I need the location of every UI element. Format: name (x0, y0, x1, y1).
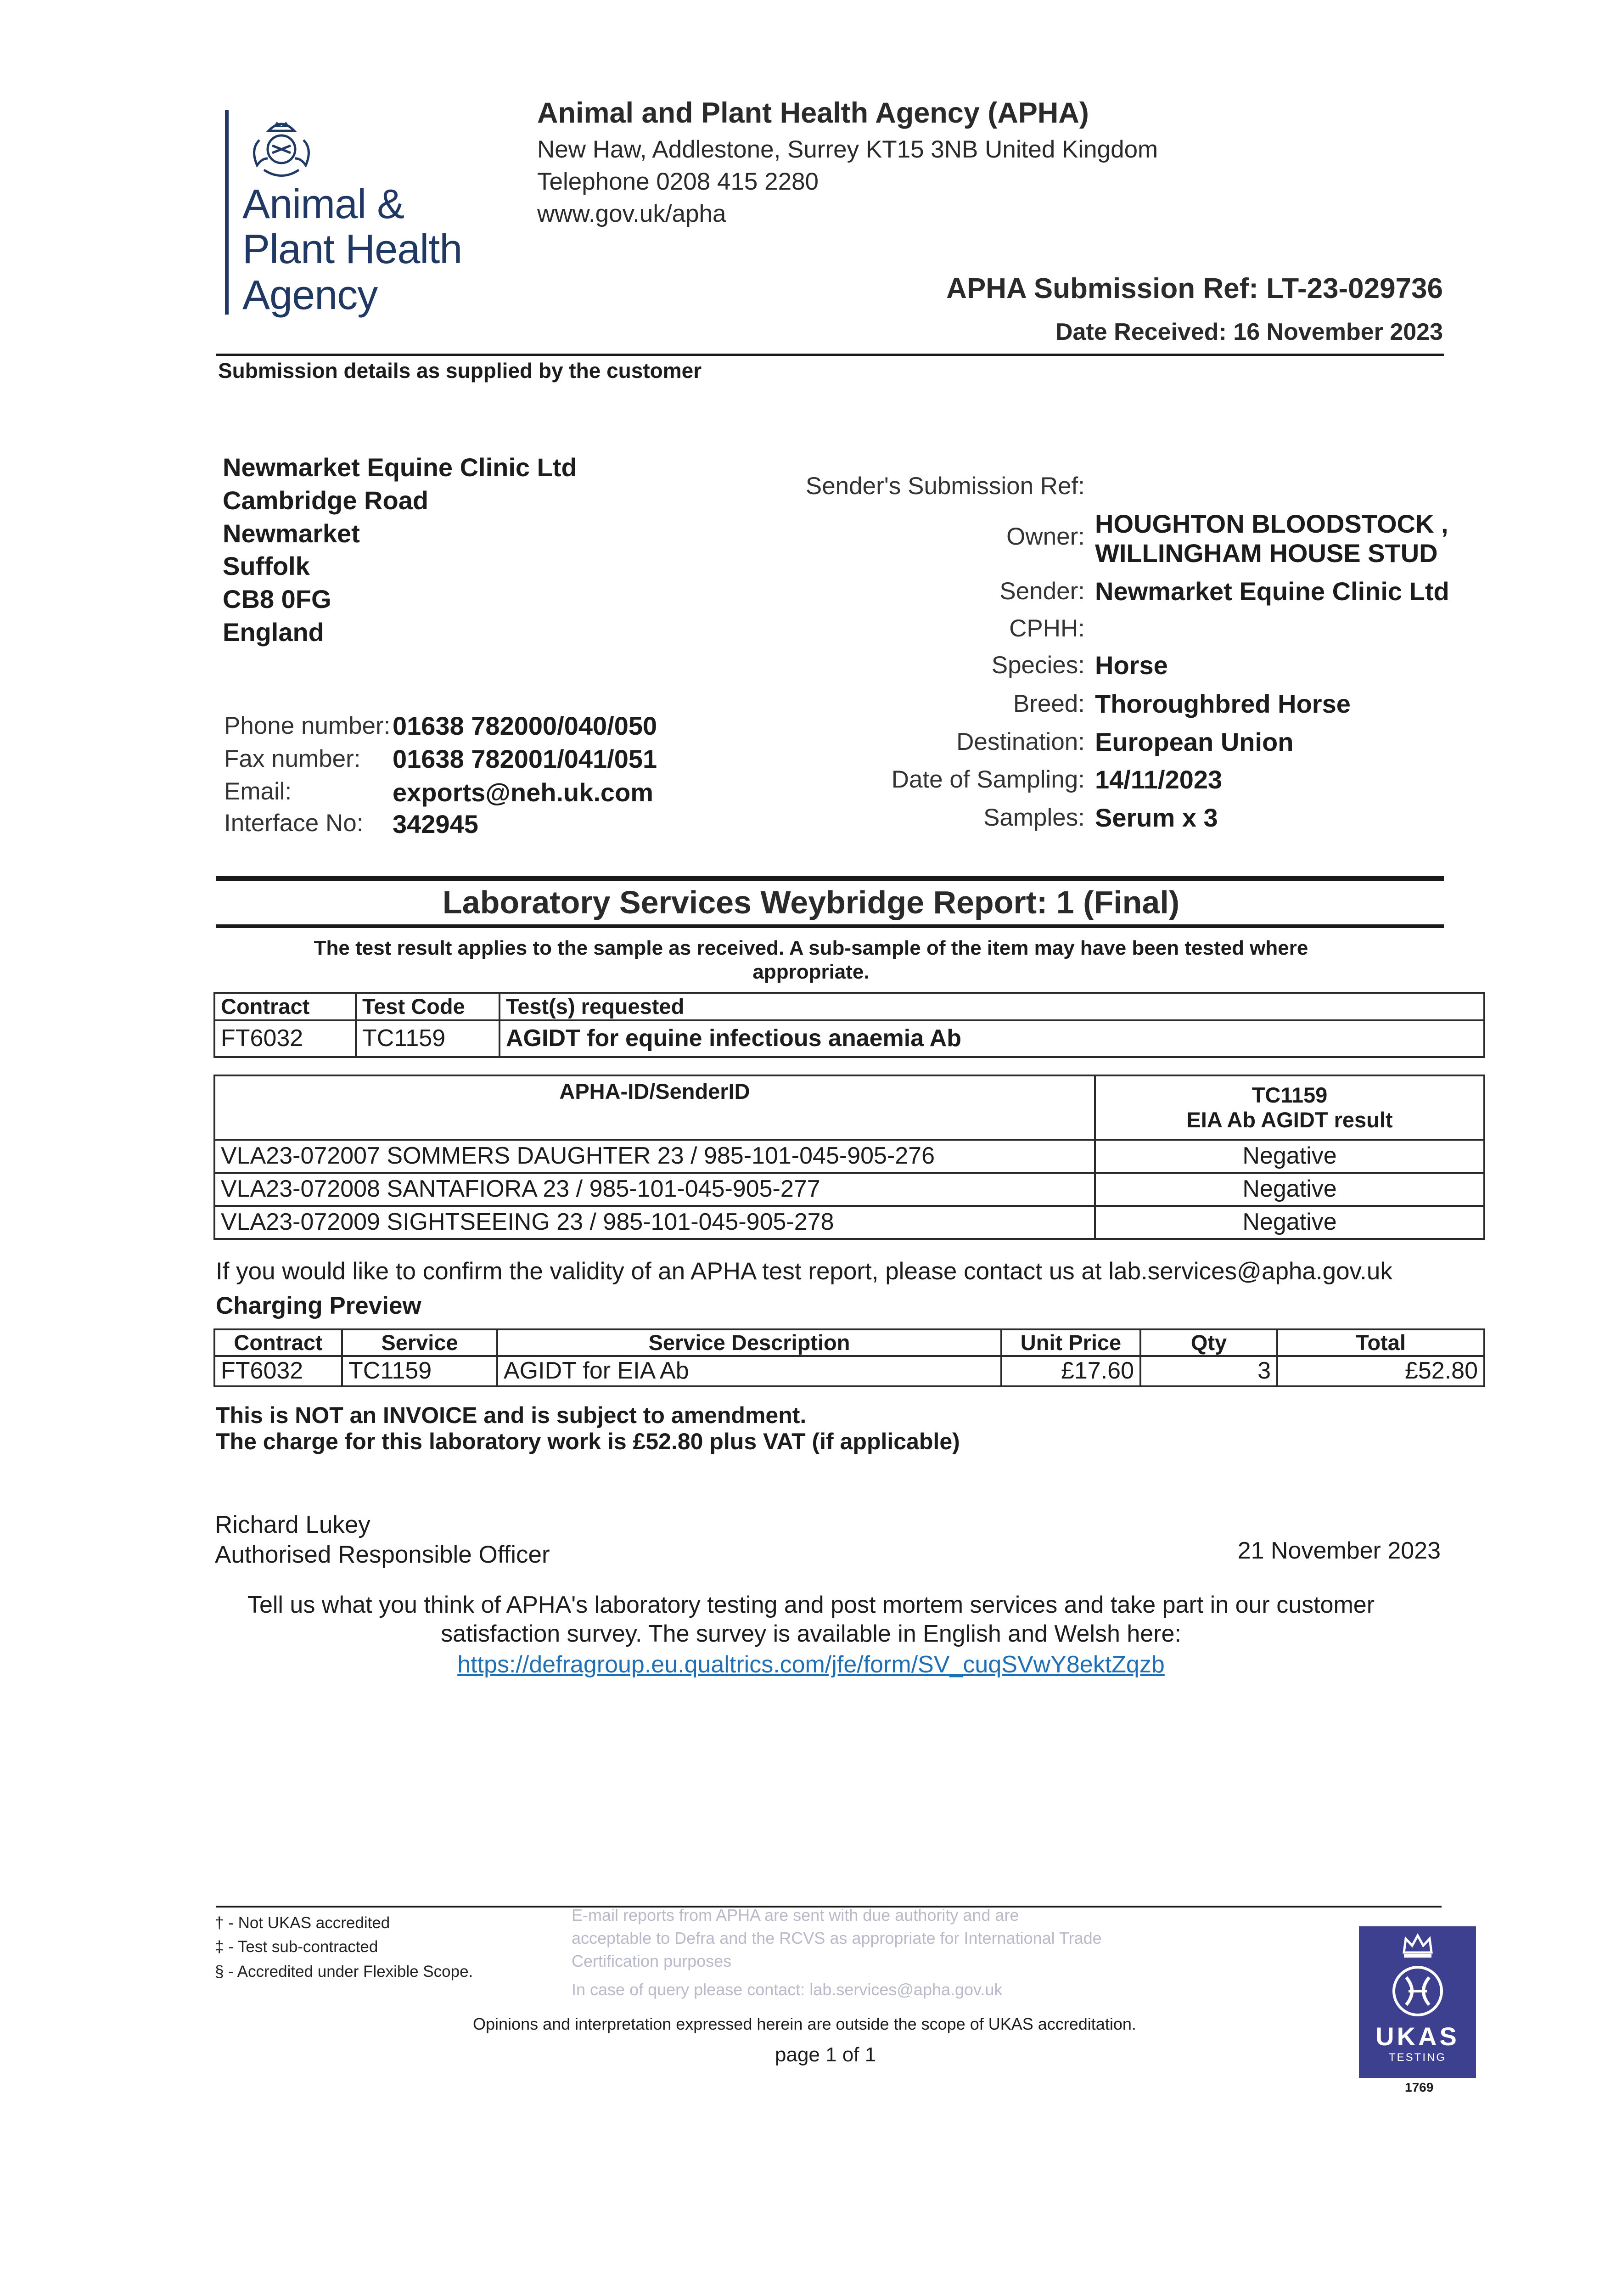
tests-header-contract: Contract (214, 993, 356, 1020)
charging-heading: Charging Preview (216, 1292, 421, 1319)
email-note-line-3: Certification purposes (572, 1952, 732, 1970)
email-value: exports@neh.uk.com (393, 778, 654, 807)
destination-value: European Union (1095, 727, 1294, 756)
date-received: Date Received: 16 November 2023 (1055, 319, 1443, 345)
charging-cell-qty: 3 (1140, 1356, 1277, 1386)
agency-website: www.gov.uk/apha (537, 200, 726, 227)
tests-cell-test-name: AGIDT for equine infectious anaemia Ab (500, 1020, 1484, 1057)
result-value: Negative (1095, 1140, 1484, 1173)
not-invoice-note: This is NOT an INVOICE and is subject to amendment. (216, 1402, 807, 1428)
logo-text-line-2: Plant Health (242, 226, 462, 272)
charging-header-unit-price: Unit Price (1001, 1329, 1140, 1356)
tests-header-test-code: Test Code (356, 993, 500, 1020)
survey-line-1: Tell us what you think of APHA's laboratory testing and post mortem services and take part in our customer (247, 1592, 1375, 1618)
report-title: Laboratory Services Weybridge Report: 1 (Final) (442, 884, 1180, 920)
results-header-test-name: EIA Ab AGIDT result (1186, 1108, 1393, 1132)
tests-requested-table (213, 992, 1485, 1058)
logo-text-line-1: Animal & (242, 181, 404, 227)
results-table (213, 1075, 1485, 1240)
survey-link[interactable]: https://defragroup.eu.qualtrics.com/jfe/form/SV_cuqSVwY8ektZqzb (457, 1651, 1165, 1678)
report-disclaimer-line-1: The test result applies to the sample as received. A sub-sample of the item may have been tested where (314, 937, 1308, 959)
results-header-result (1095, 1075, 1484, 1140)
charging-header-description: Service Description (497, 1329, 1001, 1356)
charging-header-service: Service (342, 1329, 497, 1356)
customer-address-line: Newmarket Equine Clinic Ltd (223, 453, 577, 482)
tests-cell-test-code: TC1159 (356, 1020, 500, 1057)
signatory-title: Authorised Responsible Officer (215, 1541, 550, 1568)
report-disclaimer-line-2: appropriate. (752, 961, 870, 983)
ukas-opinions-note: Opinions and interpretation expressed herein are outside the scope of UKAS accreditation. (473, 2015, 1136, 2033)
agency-telephone: Telephone 0208 415 2280 (537, 168, 819, 195)
header-divider (216, 354, 1444, 356)
logo-text-line-3: Agency (242, 272, 378, 318)
tests-header-tests-requested: Test(s) requested (500, 993, 1484, 1020)
table-row (214, 1173, 1484, 1206)
sender-label: Sender: (999, 578, 1085, 605)
customer-address-line: Cambridge Road (223, 486, 429, 515)
ukas-crown-icon (1399, 1932, 1436, 1959)
fax-value: 01638 782001/041/051 (393, 744, 657, 773)
ukas-tick-mark-icon (1390, 1964, 1445, 2019)
table-row (214, 1206, 1484, 1239)
charging-cell-service: TC1159 (342, 1356, 497, 1386)
breed-label: Breed: (1013, 690, 1085, 717)
logo-bar (225, 110, 229, 315)
ukas-accreditation-badge (1359, 1926, 1476, 2078)
result-sample-id: VLA23-072007 SOMMERS DAUGHTER 23 / 985-101-045-905-276 (214, 1140, 1095, 1173)
samples-value: Serum x 3 (1095, 803, 1218, 832)
ukas-testing-label: TESTING (1388, 2051, 1446, 2064)
email-label: Email: (224, 778, 292, 805)
agency-name: Animal and Plant Health Agency (APHA) (537, 97, 1089, 129)
destination-label: Destination: (956, 728, 1085, 755)
results-header-id: APHA-ID/SenderID (214, 1075, 1095, 1140)
footer-key-flexible-scope: § - Accredited under Flexible Scope. (215, 1963, 473, 1981)
royal-crest-icon (241, 113, 321, 188)
owner-value-line-2: WILLINGHAM HOUSE STUD (1095, 539, 1438, 568)
signatory-name: Richard Lukey (215, 1511, 370, 1538)
agency-address: New Haw, Addlestone, Surrey KT15 3NB United Kingdom (537, 136, 1158, 163)
charging-header-total: Total (1277, 1329, 1484, 1356)
phone-value: 01638 782000/040/050 (393, 711, 657, 740)
report-bottom-rule (216, 924, 1444, 928)
interface-value: 342945 (393, 810, 478, 838)
ukas-name: UKAS (1375, 2022, 1459, 2051)
customer-address-line: England (223, 618, 324, 647)
customer-address-line: CB8 0FG (223, 585, 331, 613)
charging-cell-unit-price: £17.60 (1001, 1356, 1140, 1386)
customer-address-line: Suffolk (223, 551, 310, 580)
charging-header-contract: Contract (214, 1329, 342, 1356)
samples-label: Samples: (983, 804, 1085, 831)
phone-label: Phone number: (224, 712, 391, 739)
sampling-date-value: 14/11/2023 (1095, 765, 1223, 794)
submission-ref: APHA Submission Ref: LT-23-029736 (946, 273, 1443, 304)
charging-header-qty: Qty (1140, 1329, 1277, 1356)
result-sample-id: VLA23-072008 SANTAFIORA 23 / 985-101-045-905-277 (214, 1173, 1095, 1206)
tests-cell-contract: FT6032 (214, 1020, 356, 1057)
interface-label: Interface No: (224, 810, 364, 837)
table-row (214, 1140, 1484, 1173)
sender-value: Newmarket Equine Clinic Ltd (1095, 577, 1449, 606)
query-note: In case of query please contact: lab.services@apha.gov.uk (572, 1980, 1003, 1999)
footer-key-not-accredited: † - Not UKAS accredited (215, 1914, 390, 1932)
charging-table (213, 1328, 1485, 1387)
result-value: Negative (1095, 1173, 1484, 1206)
breed-value: Thoroughbred Horse (1095, 689, 1351, 718)
charging-cell-total: £52.80 (1277, 1356, 1484, 1386)
survey-link-wrap (0, 1651, 1622, 1678)
owner-value-line-1: HOUGHTON BLOODSTOCK , (1095, 509, 1448, 538)
survey-line-2: satisfaction survey. The survey is available in English and Welsh here: (441, 1621, 1181, 1647)
report-date: 21 November 2023 (1237, 1537, 1441, 1564)
charging-cell-description: AGIDT for EIA Ab (497, 1356, 1001, 1386)
senders-ref-label: Sender's Submission Ref: (805, 473, 1085, 500)
results-header-test-code: TC1159 (1252, 1082, 1328, 1107)
sampling-date-label: Date of Sampling: (891, 766, 1085, 793)
email-note-line-1: E-mail reports from APHA are sent with due authority and are (572, 1906, 1019, 1925)
owner-label: Owner: (1006, 523, 1085, 550)
email-note-line-2: acceptable to Defra and the RCVS as appropriate for International Trade (572, 1929, 1102, 1947)
charge-note: The charge for this laboratory work is £52.80 plus VAT (if applicable) (216, 1429, 960, 1454)
result-sample-id: VLA23-072009 SIGHTSEEING 23 / 985-101-045-905-278 (214, 1206, 1095, 1239)
charging-cell-contract: FT6032 (214, 1356, 342, 1386)
result-value: Negative (1095, 1206, 1484, 1239)
ukas-number: 1769 (1405, 2080, 1434, 2094)
footer-key-sub-contracted: ‡ - Test sub-contracted (215, 1938, 378, 1956)
validity-note: If you would like to confirm the validity of an APHA test report, please contact us at lab.services@apha.gov.uk (216, 1258, 1392, 1285)
customer-address-line: Newmarket (223, 519, 360, 548)
cphh-label: CPHH: (1009, 615, 1085, 642)
page-number: page 1 of 1 (775, 2043, 876, 2066)
species-label: Species: (991, 652, 1085, 679)
species-value: Horse (1095, 651, 1168, 680)
fax-label: Fax number: (224, 745, 361, 772)
report-top-rule (216, 876, 1444, 881)
details-heading: Submission details as supplied by the customer (218, 359, 702, 383)
